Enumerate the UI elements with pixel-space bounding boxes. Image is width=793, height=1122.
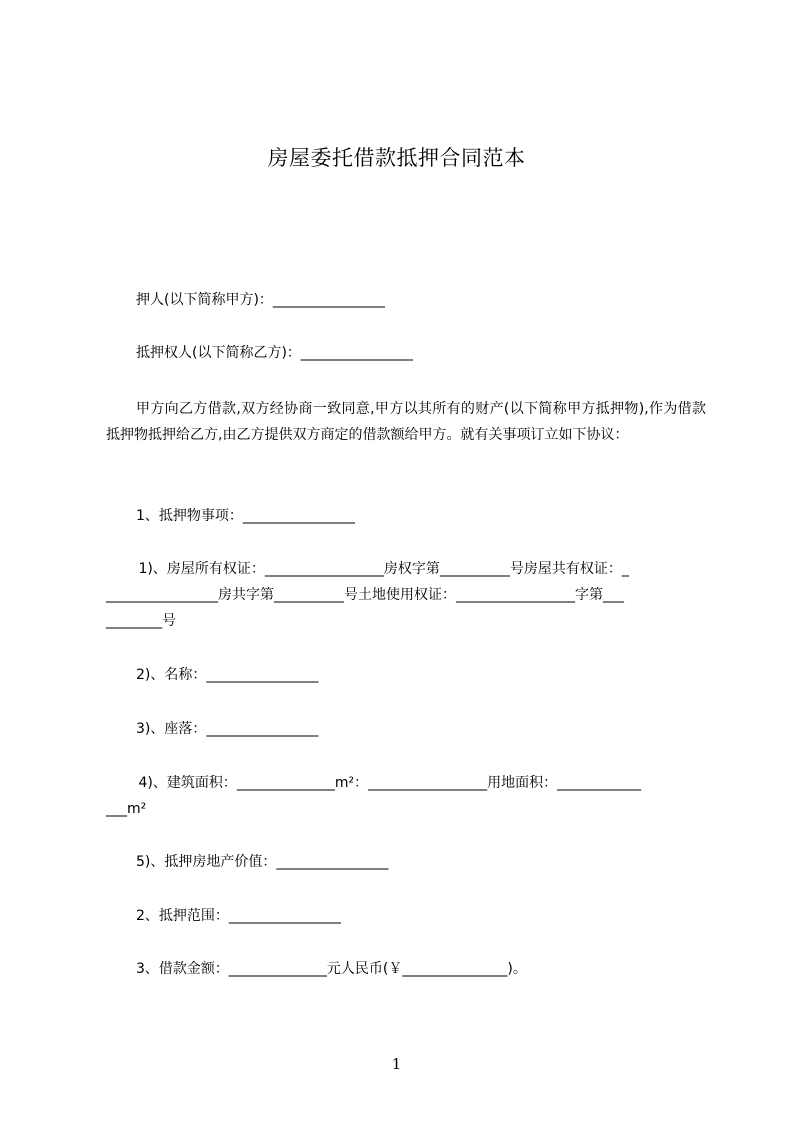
- area-line-1: 4)、建筑面积：______________m²：_________________用地面积：____________: [134, 775, 642, 791]
- area-line-2: ___m²: [106, 801, 147, 817]
- name-line: 2)、名称：________________: [136, 667, 319, 683]
- page-number: 1: [391, 1055, 402, 1073]
- intro-paragraph: 甲方向乙方借款,双方经协商一致同意,甲方以其所有的财产(以下简称甲方抵押物),作为借款抵押物抵押给乙方,由乙方提供双方商定的借款额给甲方。就有关事项订立如下协议：: [106, 401, 706, 443]
- mortgage-scope-line: 2、抵押范围：________________: [136, 908, 341, 924]
- property-cert-line-1: 1)、房屋所有权证：_________________房权字第__________号房屋共有权证：_: [134, 561, 629, 577]
- loan-amount-line: 3、借款金额：______________元人民币(￥_______________)。: [136, 961, 527, 977]
- document-title: 房屋委托借款抵押合同范本: [267, 146, 526, 170]
- clause-1-line: 1、抵押物事项：________________: [136, 508, 355, 524]
- pledgor-line: 押人(以下简称甲方)：________________: [136, 292, 385, 308]
- pledgee-line: 抵押权人(以下简称乙方)：________________: [136, 345, 413, 361]
- property-cert-line-2: ________________房共字第__________号土地使用权证：_________________字第___: [106, 587, 624, 603]
- location-line: 3)、座落：________________: [136, 721, 319, 737]
- property-value-line: 5)、抵押房地产价值：________________: [136, 854, 389, 870]
- property-cert-line-3: ________号: [106, 613, 176, 629]
